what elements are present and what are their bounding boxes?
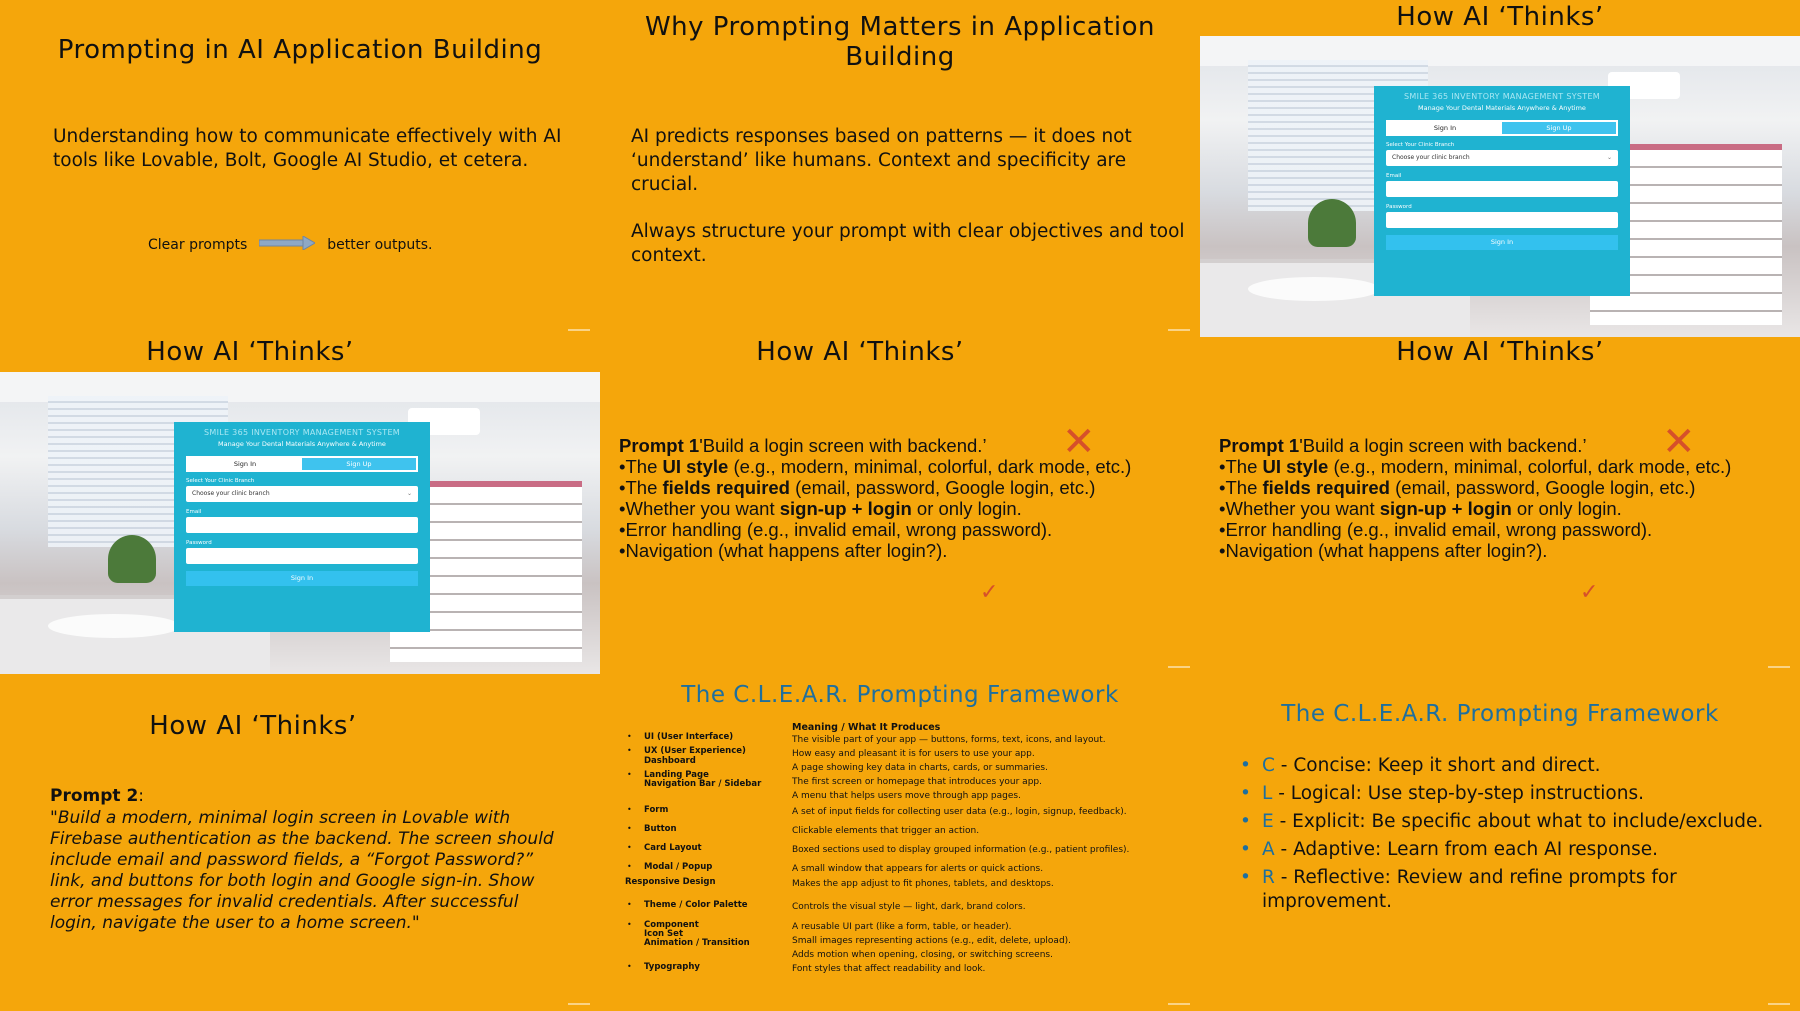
row-term: Icon Set — [644, 929, 684, 939]
row-bullet: • — [627, 920, 632, 929]
slide-6[interactable] — [1200, 337, 1800, 674]
row-term: Card Layout — [644, 843, 702, 853]
list-item — [1240, 782, 1780, 806]
row-description: A reusable UI part (like a form, table, or header). — [792, 922, 1012, 932]
login-title: SMILE 365 INVENTORY MANAGEMENT SYSTEM — [203, 428, 401, 437]
chevron-down-icon: ⌄ — [1606, 154, 1612, 161]
slide-title: The C.L.E.A.R. Prompting Framework — [1281, 701, 1719, 727]
slide-title: How AI ‘Thinks’ — [149, 711, 357, 741]
list-item — [1240, 866, 1780, 914]
bullet: • — [1240, 867, 1251, 888]
framework-letter: L — [1262, 783, 1273, 804]
framework-description: - Explicit: Be specific about what to include/exclude. — [1273, 811, 1764, 832]
row-term: Responsive Design — [625, 877, 716, 887]
table-row-description — [625, 791, 1195, 805]
row-bullet: • — [627, 862, 632, 871]
email-field[interactable] — [1386, 181, 1618, 197]
slide-marker — [568, 1003, 590, 1005]
row-term: Component — [644, 920, 699, 930]
framework-description: - Adaptive: Learn from each AI response. — [1274, 839, 1658, 860]
slide-4[interactable] — [0, 337, 600, 674]
branch-select[interactable]: Choose your clinic branch ⌄ — [1386, 150, 1618, 166]
row-description: A menu that helps users move through app pages. — [792, 791, 1021, 801]
table-row-description — [625, 807, 1195, 821]
bullet-ui-style: •The UI style (e.g., modern, minimal, colorful, dark mode, etc.) — [1219, 456, 1732, 477]
table-row-description — [625, 826, 1195, 840]
slide-3[interactable] — [1200, 0, 1800, 337]
email-field[interactable] — [186, 517, 418, 533]
clinic-photo — [1200, 36, 1800, 337]
slide-9[interactable] — [1200, 674, 1800, 1011]
tab-sign-in[interactable]: Sign In — [188, 458, 302, 470]
slide-title: Prompting in AI Application Building — [57, 35, 543, 65]
prompt-1-line — [1219, 435, 1789, 456]
row-term: Animation / Transition — [644, 938, 750, 948]
prompt-1-line — [619, 435, 1189, 456]
tab-sign-up[interactable]: Sign Up — [302, 458, 416, 470]
framework-letter: E — [1262, 811, 1274, 832]
prompt-1-quote: 'Build a login screen with backend.’ — [699, 435, 987, 456]
row-description: The visible part of your app — buttons, forms, text, icons, and layout. — [792, 735, 1106, 745]
bullet: • — [1240, 783, 1251, 804]
slide-marker — [1168, 329, 1190, 331]
row-description: Boxed sections used to display grouped information (e.g., patient profiles). — [792, 845, 1130, 855]
prompt-1-block — [1219, 435, 1789, 561]
bullet: • — [1240, 811, 1251, 832]
table-row-description — [625, 936, 1195, 950]
bullet-errors: •Error handling (e.g., invalid email, wrong password). — [1219, 519, 1653, 540]
row-description: Makes the app adjust to fit phones, tablets, and desktops. — [792, 879, 1054, 889]
email-label: Email — [1386, 173, 1402, 179]
slide-title: How AI ‘Thinks’ — [1396, 337, 1604, 367]
row-term: Button — [644, 824, 677, 834]
row-bullet: • — [627, 824, 632, 833]
slide-body: Understanding how to communicate effectively with AI tools like Lovable, Bolt, Google AI Studio, et cetera. — [53, 126, 562, 171]
row-term: Modal / Popup — [644, 862, 713, 872]
bullet-navigation: •Navigation (what happens after login?). — [619, 540, 948, 561]
row-bullet: • — [627, 962, 632, 971]
table-row-description — [625, 964, 1195, 978]
bullet: • — [1240, 755, 1251, 776]
bullet-signup: •Whether you want sign-up + login or only login. — [1219, 498, 1622, 519]
framework-description: - Concise: Keep it short and direct. — [1274, 755, 1601, 776]
table-row-description — [625, 902, 1195, 916]
row-bullet: • — [627, 843, 632, 852]
tab-sign-up[interactable]: Sign Up — [1502, 122, 1616, 134]
bullet-navigation: •Navigation (what happens after login?). — [1219, 540, 1548, 561]
slide-marker — [568, 329, 590, 331]
row-term: UX (User Experience) — [644, 746, 746, 756]
branch-label: Select Your Clinic Branch — [186, 478, 255, 484]
terms-header: Meaning / What It Produces — [792, 722, 941, 733]
slide-title: Why Prompting Matters in Application Building — [644, 12, 1156, 72]
equation-left: Clear prompts — [148, 237, 248, 253]
password-label: Password — [186, 540, 212, 546]
prompt-equation — [148, 236, 433, 254]
row-bullet: • — [627, 746, 632, 755]
login-tabs — [186, 456, 418, 472]
cross-mark-icon: ✕ — [1662, 419, 1696, 465]
framework-description: - Reflective: Review and refine prompts for improvement. — [1262, 867, 1677, 912]
row-description: A small window that appears for alerts or quick actions. — [792, 864, 1044, 874]
check-mark-icon: ✓ — [980, 580, 999, 605]
login-panel — [174, 422, 430, 632]
row-description: A page showing key data in charts, cards, or summaries. — [792, 763, 1048, 773]
slide-marker — [1768, 666, 1790, 668]
prompt-1-block — [619, 435, 1189, 561]
slide-title: The C.L.E.A.R. Prompting Framework — [681, 682, 1119, 708]
bullet-ui-style: •The UI style (e.g., modern, minimal, colorful, dark mode, etc.) — [619, 456, 1132, 477]
row-term: UI (User Interface) — [644, 732, 734, 742]
branch-label: Select Your Clinic Branch — [1386, 142, 1455, 148]
clear-framework-list — [1240, 754, 1780, 918]
slide-1[interactable] — [0, 0, 600, 337]
slide-title: How AI ‘Thinks’ — [1396, 2, 1604, 32]
prompt-2-heading: Prompt 2: — [50, 786, 145, 806]
cross-mark-icon: ✕ — [1062, 419, 1096, 465]
prompt-2-label: Prompt 2 — [50, 786, 139, 806]
equation-right: better outputs. — [327, 237, 433, 253]
password-field[interactable] — [186, 548, 418, 564]
framework-description: - Logical: Use step-by-step instructions. — [1272, 783, 1644, 804]
table-row-description — [625, 864, 1195, 878]
row-bullet: • — [627, 732, 632, 741]
slide-marker — [1168, 666, 1190, 668]
slide-marker — [1768, 1003, 1790, 1005]
row-term: Typography — [644, 962, 700, 972]
framework-letter: A — [1262, 839, 1275, 860]
row-description: How easy and pleasant it is for users to use your app. — [792, 749, 1035, 759]
login-tabs — [1386, 120, 1618, 136]
framework-letter: R — [1262, 867, 1275, 888]
login-subtitle: Manage Your Dental Materials Anywhere & Anytime — [1418, 104, 1586, 112]
slide-marker — [1168, 1003, 1190, 1005]
right-arrow-icon — [259, 236, 315, 254]
row-description: Controls the visual style — light, dark, brand colors. — [792, 902, 1026, 912]
branch-select[interactable]: Choose your clinic branch ⌄ — [186, 486, 418, 502]
chevron-down-icon: ⌄ — [406, 490, 412, 497]
table-row-description — [625, 845, 1195, 859]
prompt-1-label: Prompt 1 — [1219, 435, 1300, 456]
row-description: Small images representing actions (e.g., edit, delete, upload). — [792, 936, 1072, 946]
tab-sign-in[interactable]: Sign In — [1388, 122, 1502, 134]
table-row-description — [625, 879, 1195, 893]
bullet-fields: •The fields required (email, password, Google login, etc.) — [619, 477, 1096, 498]
row-term: Dashboard — [644, 756, 696, 766]
check-mark-icon: ✓ — [1580, 580, 1599, 605]
slide-5[interactable] — [600, 337, 1200, 674]
table-row-description — [625, 749, 1195, 763]
slide-paragraph-1: AI predicts responses based on patterns — it does not ‘understand’ like humans. Context and specificity are crucial. — [631, 126, 1132, 195]
row-term: Form — [644, 805, 669, 815]
sign-in-button[interactable]: Sign In — [186, 571, 418, 586]
table-row-description — [625, 777, 1195, 791]
bullet-fields: •The fields required (email, password, Google login, etc.) — [1219, 477, 1696, 498]
row-description: Adds motion when opening, closing, or switching screens. — [792, 950, 1053, 960]
prompt-1-quote: 'Build a login screen with backend.’ — [1299, 435, 1587, 456]
row-description: The first screen or homepage that introduces your app. — [792, 777, 1042, 787]
password-field[interactable] — [1386, 212, 1618, 228]
table-row-description — [625, 922, 1195, 936]
email-label: Email — [186, 509, 202, 515]
slide-8[interactable] — [600, 674, 1200, 1011]
slide-paragraph-2: Always structure your prompt with clear objectives and tool context. — [631, 221, 1185, 266]
bullet-signup: •Whether you want sign-up + login or only login. — [619, 498, 1022, 519]
list-item — [1240, 838, 1780, 862]
table-row-description — [625, 763, 1195, 777]
row-description: Font styles that affect readability and look. — [792, 964, 986, 974]
framework-letter: C — [1262, 755, 1275, 776]
row-bullet: • — [627, 770, 632, 779]
slide-2[interactable] — [600, 0, 1200, 337]
bullet: • — [1240, 839, 1251, 860]
list-item — [1240, 810, 1780, 834]
row-description: Clickable elements that trigger an action. — [792, 826, 980, 836]
row-term: Landing Page — [644, 770, 709, 780]
password-label: Password — [1386, 204, 1412, 210]
prompt-1-label: Prompt 1 — [619, 435, 700, 456]
bullet-errors: •Error handling (e.g., invalid email, wrong password). — [619, 519, 1053, 540]
login-subtitle: Manage Your Dental Materials Anywhere & Anytime — [218, 440, 386, 448]
clinic-photo — [0, 372, 600, 674]
prompt-2-quote: "Build a modern, minimal login screen in Lovable with Firebase authentication as the backend. The screen should include email and password fields, a “Forgot Password?” link, and buttons for both login and Google sign-in. Show error messages for invalid credentials. After successful login, navigate the user to a home screen." — [50, 808, 554, 933]
login-panel — [1374, 86, 1630, 296]
slide-title: How AI ‘Thinks’ — [146, 337, 354, 367]
login-title: SMILE 365 INVENTORY MANAGEMENT SYSTEM — [1403, 92, 1601, 101]
row-bullet: • — [627, 900, 632, 909]
row-term: Navigation Bar / Sidebar — [644, 779, 762, 789]
row-description: A set of input fields for collecting user data (e.g., login, signup, feedback). — [792, 807, 1127, 817]
list-item — [1240, 754, 1780, 778]
table-row-description — [625, 950, 1195, 964]
table-row-description — [625, 735, 1195, 749]
sign-in-button[interactable]: Sign In — [1386, 235, 1618, 250]
row-term: Theme / Color Palette — [644, 900, 748, 910]
slide-7[interactable] — [0, 674, 600, 1011]
row-bullet: • — [627, 805, 632, 814]
slide-title: How AI ‘Thinks’ — [756, 337, 964, 367]
